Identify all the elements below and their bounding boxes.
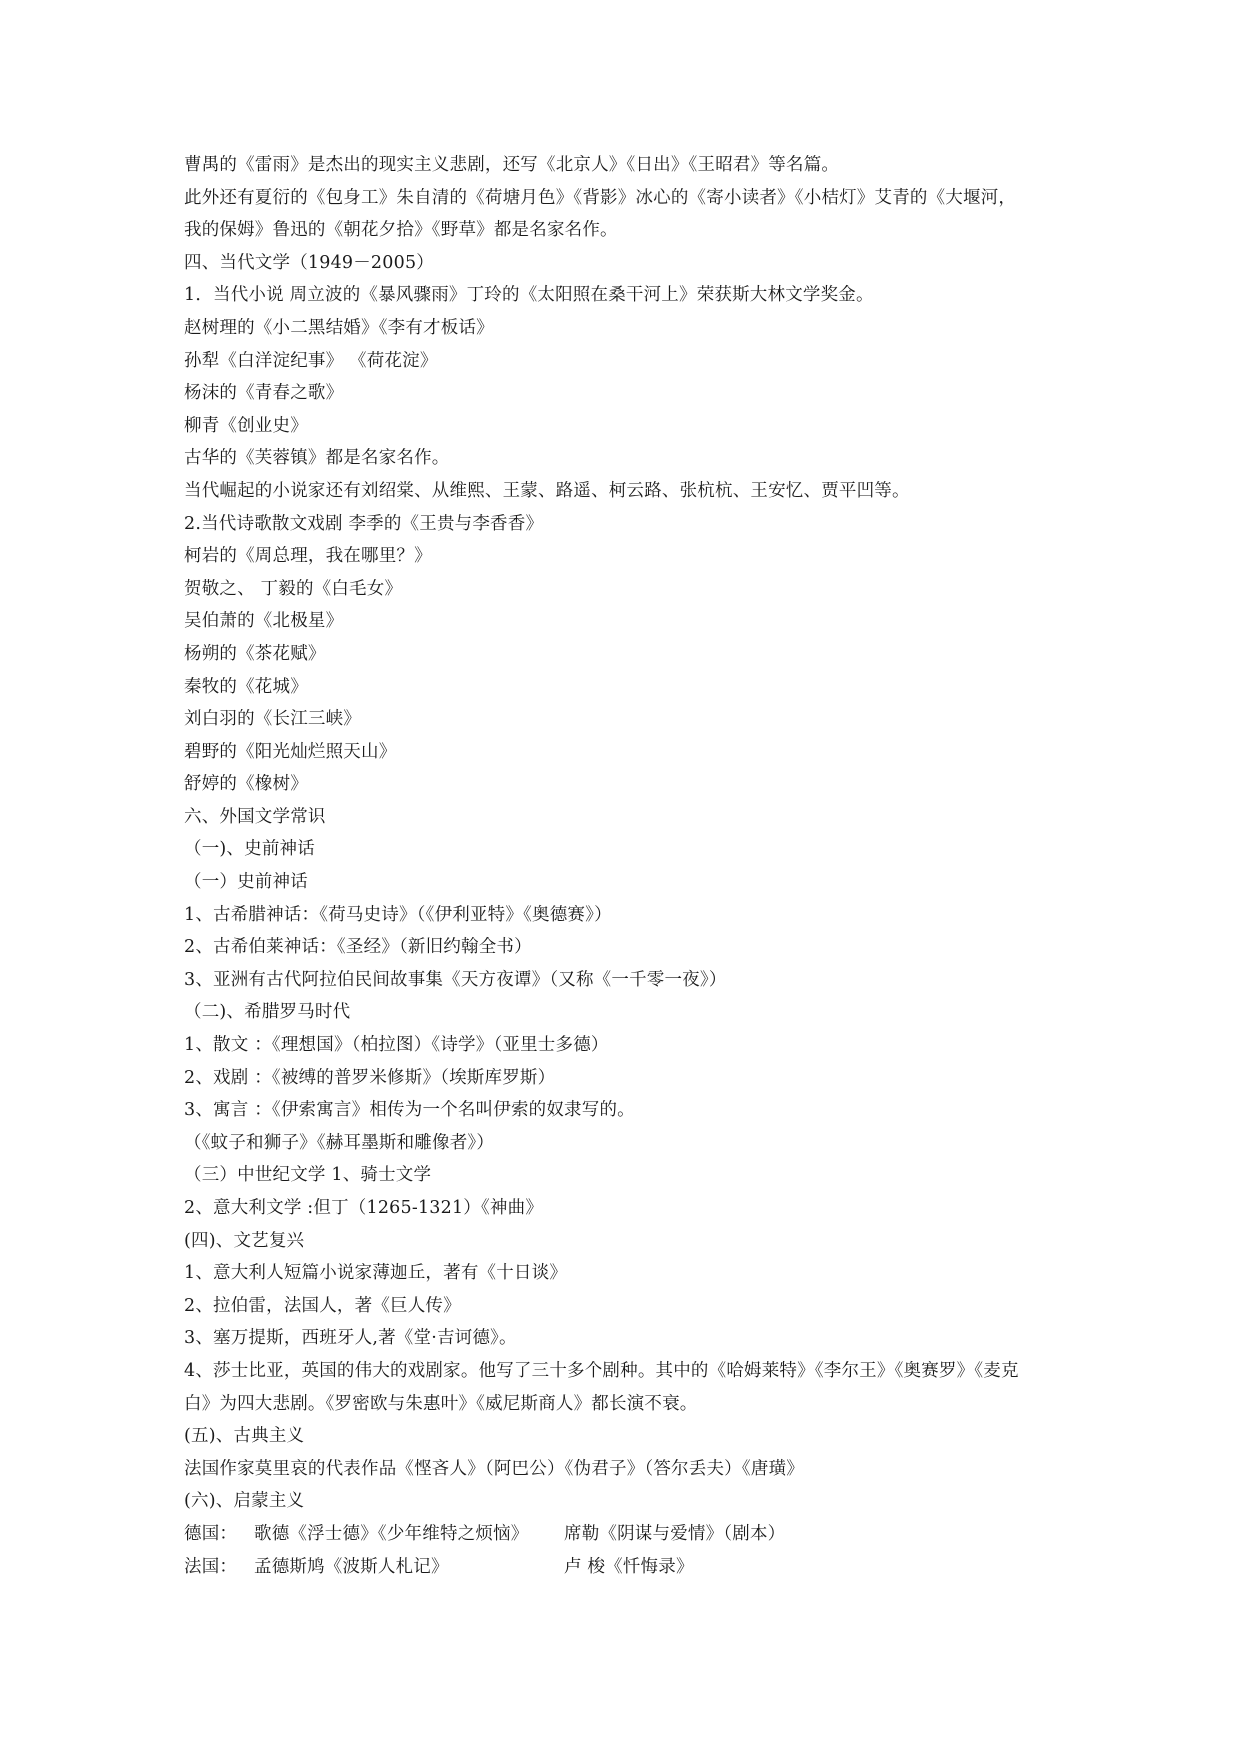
text-line: 杨沫的《青春之歌》 bbox=[184, 383, 344, 404]
document-body bbox=[184, 149, 1084, 1583]
text-line: 刘白羽的《长江三峡》 bbox=[184, 709, 361, 730]
text-line: （一)、史前神话 bbox=[184, 839, 315, 860]
text-line: 4、莎士比亚，英国的伟大的戏剧家。他写了三十多个剧种。其中的《哈姆莱特》《李尔王》《奥赛罗》《麦克 bbox=[184, 1360, 1019, 1381]
text-lines bbox=[184, 149, 1084, 1518]
text-line: （《蚊子和狮子》《赫耳墨斯和雕像者》） bbox=[184, 1132, 495, 1153]
text-line: 四、当代文学（1949－2005） bbox=[184, 252, 434, 273]
text-line: 3、亚洲有古代阿拉伯民间故事集《天方夜谭》（又称《一千零一夜》） bbox=[184, 969, 727, 990]
text-line: 2、古希伯莱神话：《圣经》（新旧约翰全书） bbox=[184, 937, 532, 958]
text-line: 孙犁《白洋淀纪事》 《荷花淀》 bbox=[184, 350, 438, 371]
text-line: 2、意大利文学 :但丁（1265-1321）《神曲》 bbox=[184, 1198, 544, 1218]
text-line: 2、拉伯雷，法国人，著《巨人传》 bbox=[184, 1295, 461, 1316]
text-line: 1、散文 ：《理想国》（柏拉图）《诗学》（亚里士多德） bbox=[184, 1035, 609, 1056]
text-line: 柳青《创业史》 bbox=[184, 415, 308, 436]
text-line: 1、古希腊神话：《荷马史诗》（《伊利亚特》《奥德赛》） bbox=[184, 904, 612, 925]
enlightenment-row-germany bbox=[184, 1518, 1084, 1551]
text-line: 1．当代小说 周立波的《暴风骤雨》丁玲的《太阳照在桑干河上》荣获斯大林文学奖金。 bbox=[184, 285, 874, 306]
text-line: （三）中世纪文学 1、骑士文学 bbox=[184, 1165, 432, 1186]
country-label: 法国： bbox=[184, 1556, 238, 1577]
text-line: (五)、古典主义 bbox=[184, 1426, 305, 1447]
text-line: 古华的《芙蓉镇》都是名家名作。 bbox=[184, 448, 450, 469]
author-work: 歌德《浮士德》《少年维特之烦恼》 bbox=[254, 1523, 529, 1544]
text-line: 2.当代诗歌散文戏剧 李季的《王贵与李香香》 bbox=[184, 513, 544, 534]
text-line: 2、戏剧 ：《被缚的普罗米修斯》（埃斯库罗斯） bbox=[184, 1067, 556, 1088]
text-line: 舒婷的《橡树》 bbox=[184, 774, 308, 795]
author-work: 卢 梭《忏悔录》 bbox=[564, 1556, 694, 1577]
text-line: (六)、启蒙主义 bbox=[184, 1491, 305, 1512]
text-line: 3、塞万提斯，西班牙人,著《堂·吉诃德》。 bbox=[184, 1328, 517, 1349]
text-line: 六、外国文学常识 bbox=[184, 806, 326, 827]
country-label: 德国： bbox=[184, 1523, 238, 1544]
text-line: 碧野的《阳光灿烂照天山》 bbox=[184, 741, 397, 762]
text-line: 此外还有夏衍的《包身工》朱自清的《荷塘月色》《背影》冰心的《寄小读者》《小桔灯》艾青的《大堰河， bbox=[184, 187, 1017, 208]
text-line: 我的保姆》鲁迅的《朝花夕拾》《野草》都是名家名作。 bbox=[184, 220, 618, 241]
text-line: （二)、希腊罗马时代 bbox=[184, 1002, 351, 1023]
text-line: 当代崛起的小说家还有刘绍棠、从维熙、王蒙、路遥、柯云路、张杭杭、王安忆、贾平凹等。 bbox=[184, 480, 910, 501]
text-line: 1、意大利人短篇小说家薄迦丘，著有《十日谈》 bbox=[184, 1263, 568, 1284]
text-line: 柯岩的《周总理，我在哪里？》 bbox=[184, 546, 432, 567]
text-line: 吴伯萧的《北极星》 bbox=[184, 611, 344, 632]
author-work: 孟德斯鸠《波斯人札记》 bbox=[254, 1556, 449, 1577]
text-line: 法国作家莫里哀的代表作品《悭吝人》（阿巴公）《伪君子》（答尔丢夫）《唐璜》 bbox=[184, 1458, 804, 1479]
text-line: 曹禺的《雷雨》是杰出的现实主义悲剧，还写《北京人》《日出》《王昭君》等名篇。 bbox=[184, 155, 840, 175]
text-line: 杨朔的《茶花赋》 bbox=[184, 643, 326, 664]
text-line: 白》为四大悲剧。《罗密欧与朱惠叶》《威尼斯商人》都长演不衰。 bbox=[184, 1393, 698, 1414]
text-line: （一）史前神话 bbox=[184, 872, 308, 893]
text-line: 秦牧的《花城》 bbox=[184, 676, 308, 697]
text-line: (四)、文艺复兴 bbox=[184, 1230, 305, 1251]
enlightenment-row-france bbox=[184, 1551, 1084, 1584]
author-work: 席勒《阴谋与爱情》（剧本） bbox=[564, 1523, 786, 1544]
text-line: 赵树理的《小二黑结婚》《李有才板话》 bbox=[184, 317, 494, 338]
text-line: 3、寓言 ：《伊索寓言》相传为一个名叫伊索的奴隶写的。 bbox=[184, 1100, 635, 1121]
text-line: 贺敬之、 丁毅的《白毛女》 bbox=[184, 578, 403, 599]
